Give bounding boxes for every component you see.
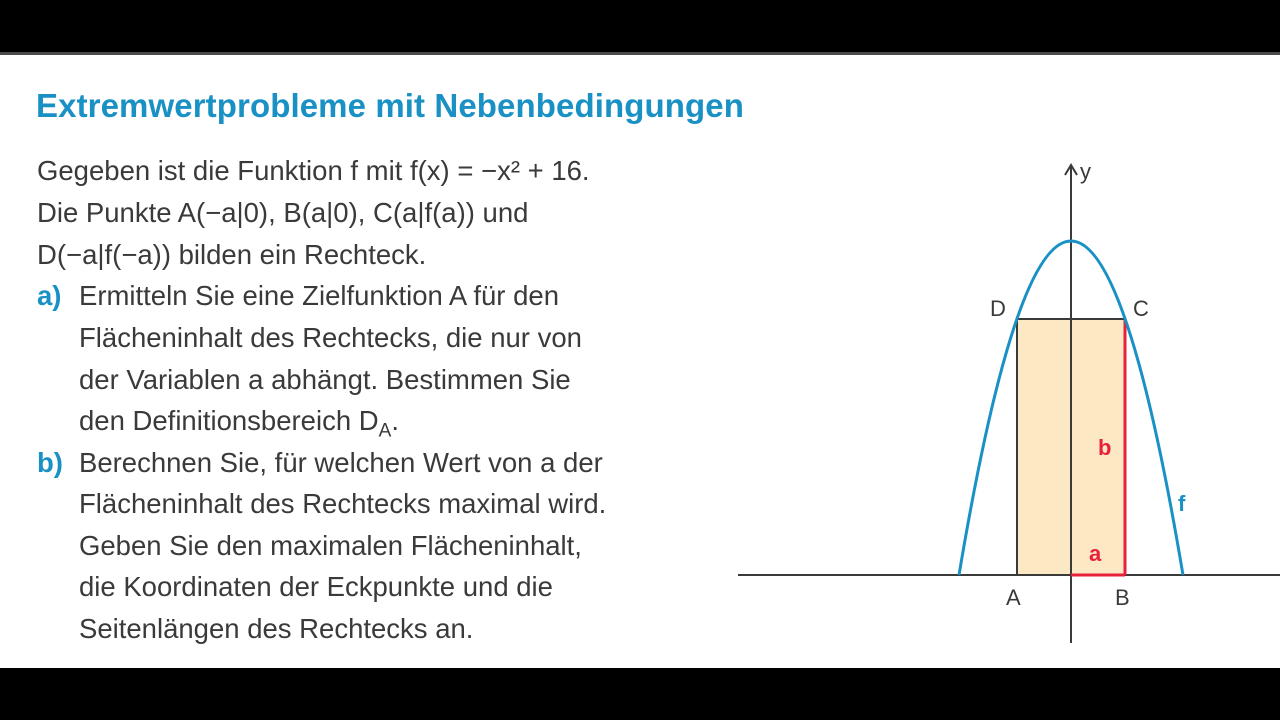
task-a-label: a): [37, 280, 62, 311]
y-axis-label: y: [1080, 159, 1091, 184]
side-b-label: b: [1098, 435, 1112, 460]
task-b-line-3: Geben Sie den maximalen Flächeninhalt,: [79, 530, 582, 561]
point-B-label: B: [1115, 585, 1130, 610]
textbook-page: [0, 52, 1280, 668]
parabola-figure: [0, 55, 1280, 668]
page-title: Extremwertprobleme mit Nebenbedingungen: [36, 87, 745, 124]
intro-line-2: Die Punkte A(−a|0), B(a|0), C(a|f(a)) und: [37, 197, 529, 228]
intro-line-1: Gegeben ist die Funktion f mit f(x) = −x² + 16.: [37, 155, 590, 186]
domain-subscript: A: [378, 420, 392, 442]
task-b-line-5: Seitenlängen des Rechtecks an.: [79, 613, 474, 644]
task-a-line-4-end: .: [391, 405, 399, 436]
task-a-line-2: Flächeninhalt des Rechtecks, die nur von: [79, 322, 582, 353]
task-b-line-4: die Koordinaten der Eckpunkte und die: [79, 571, 553, 602]
task-a-line-4-text: den Definitionsbereich D: [79, 405, 379, 436]
task-b-line-2: Flächeninhalt des Rechtecks maximal wird.: [79, 488, 607, 519]
task-a-line-3: der Variablen a abhängt. Bestimmen Sie: [79, 364, 571, 395]
curve-f-label: f: [1178, 491, 1186, 516]
side-a-label: a: [1089, 541, 1102, 566]
point-C-label: C: [1133, 296, 1149, 321]
task-b-line-1: Berechnen Sie, für welchen Wert von a der: [79, 447, 603, 478]
point-D-label: D: [990, 296, 1006, 321]
intro-line-3: D(−a|f(−a)) bilden ein Rechteck.: [37, 239, 427, 270]
task-a-line-1: Ermitteln Sie eine Zielfunktion A für den: [79, 280, 559, 311]
point-A-label: A: [1006, 585, 1021, 610]
task-b-label: b): [37, 447, 63, 478]
